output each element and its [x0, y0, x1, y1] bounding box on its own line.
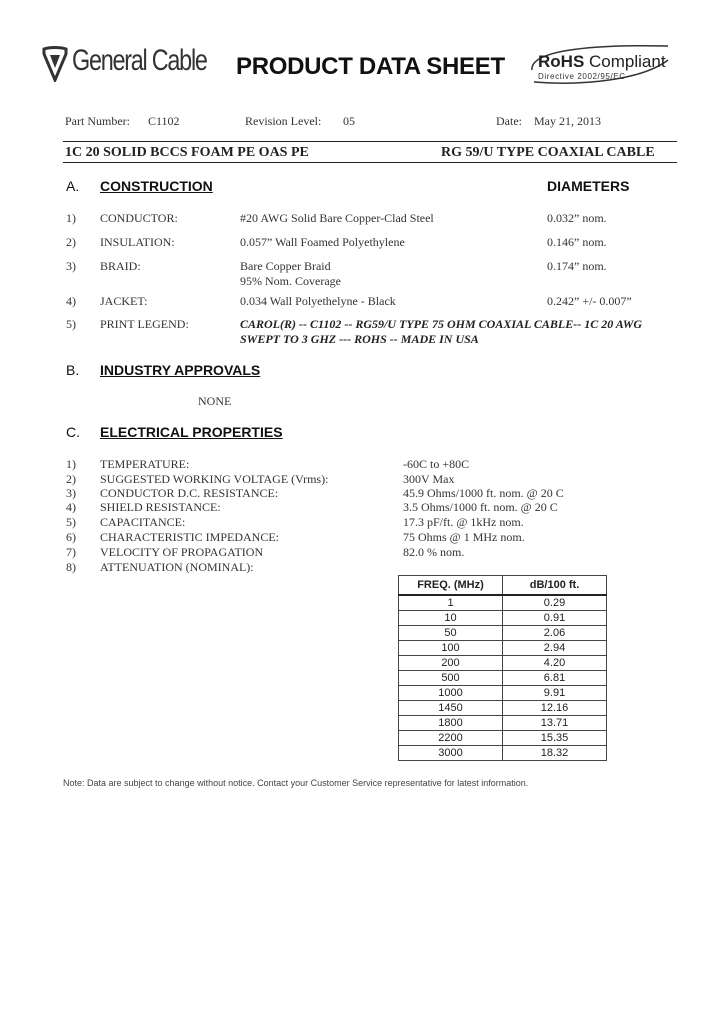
list-item-number: 6) — [66, 530, 76, 544]
freq-column-header: FREQ. (MHz) — [399, 576, 503, 596]
db-cell: 0.29 — [503, 595, 607, 611]
freq-cell: 100 — [399, 641, 503, 656]
part-number-label: Part Number: — [65, 114, 130, 128]
db-cell: 6.81 — [503, 671, 607, 686]
jacket-desc: 0.034 Wall Polyethelyne - Black — [240, 294, 396, 308]
table-row — [399, 686, 607, 701]
insulation-diameter: 0.146” nom. — [547, 235, 607, 249]
insulation-desc: 0.057” Wall Foamed Polyethylene — [240, 235, 405, 249]
section-b-title: INDUSTRY APPROVALS — [100, 362, 261, 378]
list-item-number: 4) — [66, 500, 76, 514]
list-item-number: 7) — [66, 545, 76, 559]
list-item-number: 3) — [66, 259, 76, 273]
conductor-resistance-label: CONDUCTOR D.C. RESISTANCE: — [100, 486, 279, 500]
list-item-number: 5) — [66, 515, 76, 529]
table-row — [399, 671, 607, 686]
part-number-value: C1102 — [148, 114, 180, 128]
brand-name: General Cable — [72, 44, 207, 77]
attenuation-table — [398, 575, 607, 761]
freq-cell: 1800 — [399, 716, 503, 731]
db-cell: 4.20 — [503, 656, 607, 671]
conductor-desc: #20 AWG Solid Bare Copper-Clad Steel — [240, 211, 434, 225]
list-item-number: 2) — [66, 472, 76, 486]
voltage-value: 300V Max — [403, 472, 455, 486]
date-label: Date: — [496, 114, 522, 128]
db-cell: 13.71 — [503, 716, 607, 731]
conductor-resistance-value: 45.9 Ohms/1000 ft. nom. @ 20 C — [403, 486, 564, 500]
insulation-label: INSULATION: — [100, 235, 175, 249]
list-item-number: 5) — [66, 317, 76, 331]
freq-cell: 3000 — [399, 746, 503, 761]
general-cable-logo-icon — [42, 46, 68, 82]
freq-cell: 200 — [399, 656, 503, 671]
shield-resistance-label: SHIELD RESISTANCE: — [100, 500, 221, 514]
revision-value: 05 — [343, 114, 355, 128]
db-cell: 15.35 — [503, 731, 607, 746]
db-cell: 2.06 — [503, 626, 607, 641]
list-item-number: 8) — [66, 560, 76, 574]
divider-bottom — [63, 162, 677, 163]
impedance-value: 75 Ohms @ 1 MHz nom. — [403, 530, 525, 544]
table-row — [399, 641, 607, 656]
voltage-label: SUGGESTED WORKING VOLTAGE (Vrms): — [100, 472, 329, 486]
rohs-badge — [522, 40, 670, 86]
list-item-number: 4) — [66, 294, 76, 308]
temperature-label: TEMPERATURE: — [100, 457, 190, 471]
braid-coverage: 95% Nom. Coverage — [240, 274, 341, 288]
section-b-letter: B. — [66, 362, 80, 378]
freq-cell: 500 — [399, 671, 503, 686]
capacitance-value: 17.3 pF/ft. @ 1kHz nom. — [403, 515, 524, 529]
freq-cell: 2200 — [399, 731, 503, 746]
conductor-diameter: 0.032” nom. — [547, 211, 607, 225]
product-type: RG 59/U TYPE COAXIAL CABLE — [441, 145, 655, 160]
page-title: PRODUCT DATA SHEET — [236, 53, 505, 80]
section-a-title: CONSTRUCTION — [100, 178, 213, 194]
table-header-row — [399, 576, 607, 596]
table-row — [399, 611, 607, 626]
temperature-value: -60C to +80C — [403, 457, 470, 471]
db-cell: 9.91 — [503, 686, 607, 701]
freq-cell: 1450 — [399, 701, 503, 716]
braid-diameter: 0.174” nom. — [547, 259, 607, 273]
jacket-diameter: 0.242” +/- 0.007” — [547, 294, 632, 308]
print-legend-line-1: CAROL(R) -- C1102 -- RG59/U TYPE 75 OHM COAXIAL CABLE-- 1C 20 AWG — [240, 317, 643, 331]
jacket-label: JACKET: — [100, 294, 148, 308]
freq-cell: 10 — [399, 611, 503, 626]
braid-desc: Bare Copper Braid — [240, 259, 331, 273]
velocity-value: 82.0 % nom. — [403, 545, 465, 559]
db-cell: 18.32 — [503, 746, 607, 761]
table-row — [399, 731, 607, 746]
print-legend-line-2: SWEPT TO 3 GHZ --- ROHS -- MADE IN USA — [240, 332, 479, 346]
shield-resistance-value: 3.5 Ohms/1000 ft. nom. @ 20 C — [403, 500, 558, 514]
table-row — [399, 656, 607, 671]
section-c-title: ELECTRICAL PROPERTIES — [100, 424, 283, 440]
table-row — [399, 626, 607, 641]
db-cell: 2.94 — [503, 641, 607, 656]
list-item-number: 3) — [66, 486, 76, 500]
revision-label: Revision Level: — [245, 114, 322, 128]
list-item-number: 1) — [66, 211, 76, 225]
section-c-letter: C. — [66, 424, 80, 440]
braid-label: BRAID: — [100, 259, 141, 273]
print-legend-label: PRINT LEGEND: — [100, 317, 189, 331]
rohs-title: RoHS Compliant — [538, 52, 666, 71]
impedance-label: CHARACTERISTIC IMPEDANCE: — [100, 530, 280, 544]
table-row — [399, 716, 607, 731]
table-row — [399, 595, 607, 611]
list-item-number: 2) — [66, 235, 76, 249]
db-cell: 0.91 — [503, 611, 607, 626]
freq-cell: 50 — [399, 626, 503, 641]
list-item-number: 1) — [66, 457, 76, 471]
divider-top — [63, 141, 677, 142]
db-column-header: dB/100 ft. — [503, 576, 607, 596]
attenuation-label: ATTENUATION (NOMINAL): — [100, 560, 254, 574]
conductor-label: CONDUCTOR: — [100, 211, 178, 225]
date-value: May 21, 2013 — [534, 114, 601, 128]
product-description: 1C 20 SOLID BCCS FOAM PE OAS PE — [65, 145, 309, 160]
table-row — [399, 746, 607, 761]
section-a-letter: A. — [66, 178, 80, 194]
freq-cell: 1000 — [399, 686, 503, 701]
table-row — [399, 701, 607, 716]
db-cell: 12.16 — [503, 701, 607, 716]
freq-cell: 1 — [399, 595, 503, 611]
footnote: Note: Data are subject to change without notice. Contact your Customer Service representative for latest information. — [63, 778, 529, 788]
approvals-value: NONE — [198, 394, 232, 408]
diameters-title: DIAMETERS — [547, 178, 630, 194]
rohs-directive: Directive 2002/95/EC — [538, 72, 626, 81]
velocity-label: VELOCITY OF PROPAGATION — [100, 545, 264, 559]
capacitance-label: CAPACITANCE: — [100, 515, 186, 529]
